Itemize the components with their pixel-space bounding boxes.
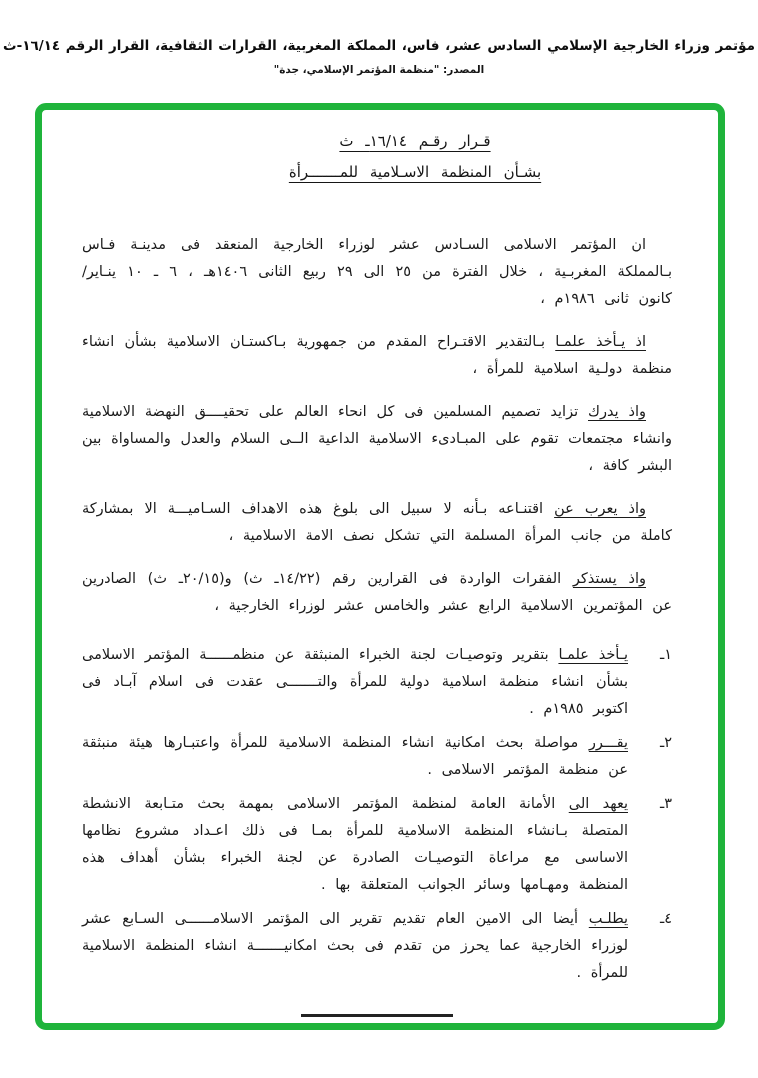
item-number: ٣ـ	[659, 796, 672, 812]
conference-title: مؤتمر وزراء الخارجية الإسلامي السادس عشر، فاس، المملكة المغربية، القرارات الثقافية، القرار الرقم ١٦/١٤-ث	[3, 38, 755, 54]
preamble-paragraph: واذ يعرب عن اقتنـاعه بـأنه لا سبيل الى بلوغ هذه الاهداف السـاميـــة الا بمشاركة كاملة من جانب المرأة المسلمة التي تشكل نصف الامة الاسلامية ،	[82, 501, 672, 544]
item-lead: يـأخذ علمـا	[558, 647, 628, 663]
end-divider	[301, 1014, 453, 1017]
resolution-subject-line: بشـأن المنظمة الاسـلامية للمـــــــرأة	[288, 163, 542, 181]
item-text: يعهد الى الأمانة العامة لمنظمة المؤتمر الاسلامى بمهمة بحث متـابعة الانشطة المتصلة بـانشاء المنظمة الاسلامية للمرأة بمـا فى ذلك اعـداد مشروع نظامها الاساسى مع مراعاة التوصيـات الصادرة عن لجنة الخبراء بشأن أهداف هذه المنظمة ومهـامها وسائر الجوانب المتعلقة بها .	[82, 796, 628, 893]
resolution-item	[82, 791, 672, 899]
green-document-frame	[35, 103, 725, 1030]
item-number: ٢ـ	[659, 735, 672, 751]
item-text: يـأخذ علمـا بتقرير وتوصيـات لجنة الخبراء المنبثقة عن منظمــــــة المؤتمر الاسلامى بشأن انشاء منظمة اسلامية دولية للمرأة والتـــــــى عقدت فى اسلام آبـاد فى اكتوبر ١٩٨٥م .	[82, 647, 628, 717]
paragraph-lead: واذ يعرب عن	[554, 501, 647, 517]
resolution-item	[82, 642, 672, 723]
resolution-item	[82, 730, 672, 784]
paragraph-lead: واذ يستذكر	[572, 571, 646, 587]
resolution-number-line: قـرار رقـم ١٦/١٤ـ ث	[339, 132, 491, 150]
preamble-paragraph: اذ يـأخذ علمـا بـالتقدير الاقتـراح المقدم من جمهورية بـاكستـان الاسلامية بشأن انشاء منظمة دولـية اسلامية للمرأة ،	[82, 334, 672, 377]
preamble-paragraph: ان المؤتمر الاسلامى السـادس عشر لوزراء الخارجية المنعقد فى مدينـة فـاس بـالمملكة المغربـية ، خلال الفترة من ٢٥ الى ٢٩ ربيع الثانى ١٤٠٦هـ ، ٦ ـ ١٠ ينـاير/ كانون ثانى ١٩٨٦م ،	[82, 237, 673, 307]
item-lead: يقـــرر	[588, 735, 628, 751]
item-number: ١ـ	[659, 647, 672, 663]
preamble-paragraph: واذ يدرك تزايد تصميم المسلمين فى كل انحاء العالم على تحقيــــق النهضة الاسلامية وانشاء مجتمعات تقوم على المبـادىء الاسلامية الداعية الــى السلام والعدل والمساواة بين البشر كافة ،	[82, 404, 672, 474]
resolution-items	[82, 642, 672, 987]
source-line: المصدر: "منظمة المؤتمر الإسلامي، جدة"	[273, 64, 485, 76]
resolution-title	[120, 126, 710, 188]
preamble-paragraph: واذ يستذكر الفقرات الواردة فى القرارين رقم (١٤/٢٢ـ ث) و(٢٠/١٥ـ ث) الصادرين عن المؤتمرين الاسلامية الرابع عشر والخامس عشر لوزراء الخارجية ،	[82, 571, 672, 614]
item-number: ٤ـ	[659, 911, 672, 927]
item-lead: يطلـب	[588, 911, 628, 927]
preamble-paragraphs	[82, 232, 672, 620]
resolution-item	[82, 906, 672, 987]
paragraph-lead: اذ يـأخذ علمـا	[555, 334, 646, 350]
item-text: يطلـب أيضا الى الامين العام تقديم تقرير الى المؤتمر الاسلامــــــى السـابع عشر لوزراء الخارجية عما يحرز من تقدم فى بحث امكانيـــــــة انشاء المنظمة الاسلامية للمرأة .	[82, 911, 628, 981]
item-text: يقـــرر مواصلة بحث امكانية انشاء المنظمة الاسلامية للمرأة واعتبـارها هيئة منبثقة عن منظمة المؤتمر الاسلامى .	[82, 735, 628, 778]
item-lead: يعهد الى	[568, 796, 628, 812]
paragraph-lead: واذ يدرك	[588, 404, 646, 420]
document-header	[0, 0, 758, 76]
